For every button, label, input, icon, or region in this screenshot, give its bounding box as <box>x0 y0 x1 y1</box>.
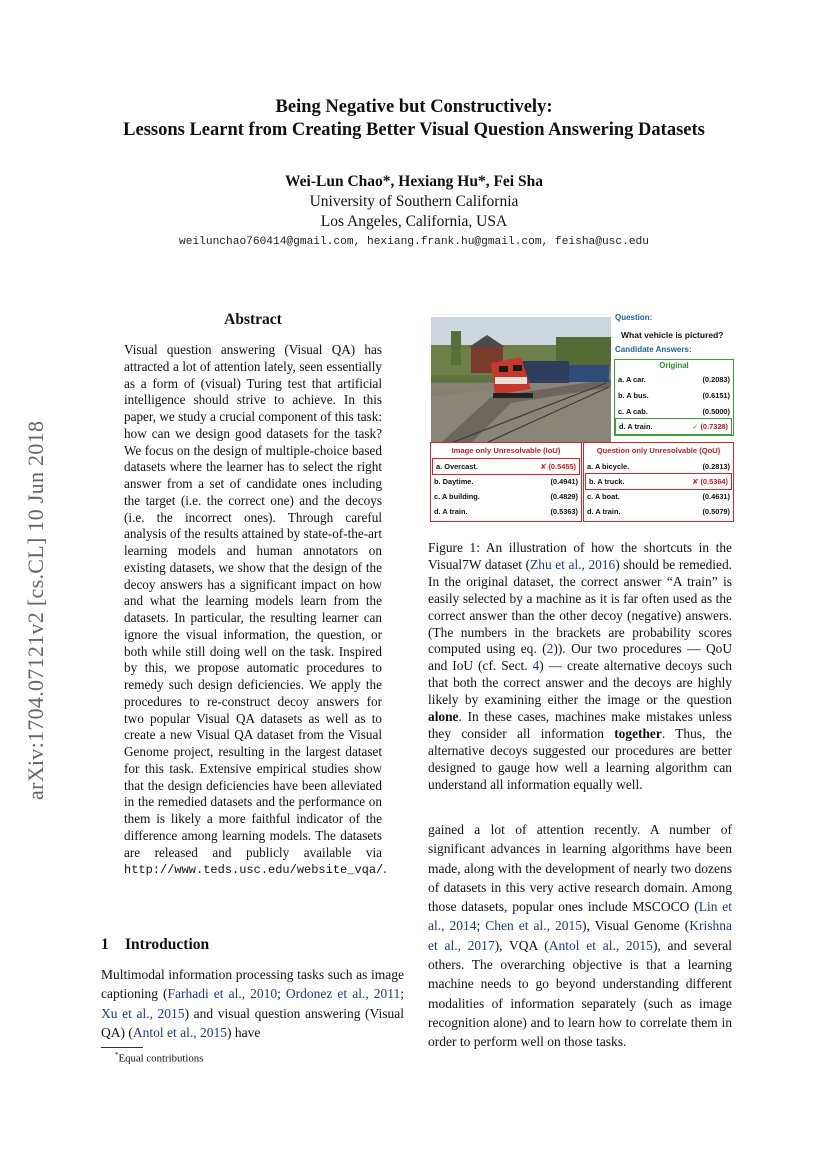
original-option-d <box>615 418 732 435</box>
section-title: Introduction <box>125 936 210 953</box>
iou-title: Image only Unresolvable (IoU) <box>451 446 561 455</box>
iou-option-b <box>431 474 581 489</box>
question-text: What vehicle is pictured? <box>621 330 724 340</box>
qou-option-b <box>585 473 732 490</box>
caption-text: ) — create alternative decoys such that both the correct answer and the decoys are highly likely by examining either the image or the question <box>428 658 732 708</box>
body-text: ), Visual Genome ( <box>581 918 690 934</box>
original-title: Original <box>659 361 689 370</box>
intro-text: Multimodal information processing tasks such as image captioning ( <box>101 967 404 1002</box>
option-label: a. Overcast. <box>436 462 478 471</box>
affiliation-line2: Los Angeles, California, USA <box>320 213 508 230</box>
qou-option-c <box>584 489 733 504</box>
intro-text: ) have <box>227 1024 261 1040</box>
option-score: (0.4941) <box>550 477 578 486</box>
citation-link[interactable]: Zhu et al., 2016 <box>530 556 616 572</box>
option-score: (0.4829) <box>550 492 578 501</box>
option-label: c. A boat. <box>587 492 620 501</box>
option-score: (0.4631) <box>702 492 730 501</box>
qou-option-a <box>584 459 733 474</box>
question-label: Question: <box>615 313 653 322</box>
footnote-text: Equal contributions <box>118 1052 204 1065</box>
train-photo <box>431 317 611 443</box>
option-score: (0.7328) <box>700 422 728 431</box>
equation-link[interactable]: 2 <box>546 641 554 657</box>
section-number: 1 <box>101 936 109 953</box>
intro-text: ) and visual question answering (Visual QA) ( <box>101 1005 404 1040</box>
iou-option-d <box>431 504 581 519</box>
original-answers-box <box>614 359 734 436</box>
option-score: (0.5079) <box>702 507 730 516</box>
iou-option-c <box>431 489 581 504</box>
abstract-body: Visual question answering (Visual QA) has attracted a lot of attention lately, seen essentially as a form of (visual) Turing test that artificial intelligence should strive to achieve. In this paper, we study a crucial component of this task: how can we design good datasets for the task? We focus on the design of multiple-choice based datasets where the learner has to select the right answer from a set of candidate ones including the target (i.e. the correct one) and the decoys (i.e. the incorrect ones). Through careful analysis of the results attained by state-of-the-art learning models and human annotators on existing datasets, we show that the design of the decoy answers has a significant impact on how and what the learning models learn from the datasets. In particular, the resulting learner can ignore the visual information, the question, or both while still doing well on the task. Inspired by this, we propose automatic procedures to remedy such design deficiencies. We apply the procedures to re-construct decoy answers for two popular Visual QA datasets as well as to create a new Visual QA dataset from the Visual Genome project, resulting in the largest dataset for this task. Extensive empirical studies show that the design deficiencies have been alleviated in the remedied datasets and the performance on them is likely a more faithful indicator of the difference among learning models. The datasets are released and publicly available via <box>124 342 382 860</box>
citation-link[interactable]: Farhadi et al., 2010 <box>167 986 278 1002</box>
caption-text: Figure 1: An illustration of how the shortcuts in the Visual7W dataset ( <box>428 540 732 572</box>
figure-1 <box>428 310 734 522</box>
figure-1-caption <box>428 540 732 794</box>
option-score: (0.2813) <box>702 462 730 471</box>
option-label: b. Daytime. <box>434 477 474 486</box>
qou-answers-box <box>583 442 734 522</box>
caption-text: . Thus, the alternative decoys suggested our procedures are better designed to gauge how well a learning algorithm can understand all information equally well. <box>428 725 732 792</box>
option-score: (0.6151) <box>702 391 730 400</box>
caption-text: ) should be remedied. In the original dataset, the correct answer “A train” is easily selected by a machine as it is far often used as the correct answer than the other decoy (negative) answers. (The numbers in the brackets are probability scores computed using eq. ( <box>428 556 732 657</box>
footnote: *Equal contributions <box>115 1051 204 1065</box>
arxiv-stamp: arXiv:1704.07121v2 [cs.CL] 10 Jun 2018 <box>23 420 48 800</box>
body-text: ), VQA ( <box>494 937 549 953</box>
option-label: d. A train. <box>434 507 468 516</box>
section-link[interactable]: 4 <box>532 658 540 674</box>
candidate-answers-label: Candidate Answers: <box>615 345 692 354</box>
option-score: (0.2083) <box>702 375 730 384</box>
affiliation-line1: University of Southern California <box>309 193 519 210</box>
authors: Wei-Lun Chao*, Hexiang Hu*, Fei Sha <box>285 173 543 190</box>
citation-link[interactable]: Xu et al., 2015 <box>101 1005 185 1021</box>
original-option-c <box>615 404 733 419</box>
paper-title-line2: Lessons Learnt from Creating Better Visual Question Answering Datasets <box>123 120 705 140</box>
citation-link[interactable]: Antol et al., 2015 <box>548 937 653 953</box>
citation-link[interactable]: Krishna et al., 2017 <box>428 918 732 953</box>
body-sep: ; <box>476 918 486 934</box>
iou-answers-box <box>430 442 582 522</box>
option-label: a. A bicycle. <box>587 462 630 471</box>
citation-link[interactable]: Chen et al., 2015 <box>485 918 582 934</box>
option-label: c. A cab. <box>618 407 648 416</box>
abstract-end: . <box>383 861 387 877</box>
cross-icon: ✘ <box>692 477 699 486</box>
intro-continuation <box>428 820 732 1052</box>
section-heading-introduction <box>101 936 209 954</box>
citation-link[interactable]: Lin et al., 2014 <box>428 899 733 934</box>
abstract-text <box>124 342 387 879</box>
option-score: (0.5000) <box>702 407 730 416</box>
option-score: (0.5364) <box>700 477 728 486</box>
qou-title: Question only Unresolvable (QoU) <box>596 446 721 455</box>
caption-emphasis: alone <box>428 709 459 725</box>
caption-text: . In these cases, machines make mistakes unless they consider all information <box>428 709 732 741</box>
option-score: (0.5455) <box>548 462 576 471</box>
paper-title-line1: Being Negative but Constructively: <box>275 97 553 117</box>
citation-link[interactable]: Ordonez et al., 2011 <box>285 986 401 1002</box>
body-text: ), and several others. The overarching objective is that a learning machine needs to go beyond understanding different modalities of information separately (such as image recognition alone) and to learn how to correlate them in order to perform well on those tasks. <box>428 937 732 1050</box>
iou-option-a <box>432 458 580 475</box>
intro-paragraph <box>101 965 404 1042</box>
cross-icon: ✘ <box>540 462 547 471</box>
check-icon: ✓ <box>692 422 699 431</box>
option-label: d. A train. <box>587 507 621 516</box>
footnote-rule <box>101 1047 143 1048</box>
original-option-a <box>615 372 733 387</box>
option-label: a. A car. <box>618 375 646 384</box>
caption-text: )). Our two procedures — QoU and IoU (cf. Sect. <box>428 641 732 674</box>
abstract-heading: Abstract <box>224 311 282 328</box>
option-score: (0.5363) <box>550 507 578 516</box>
author-emails: weilunchao760414@gmail.com, hexiang.frank.hu@gmail.com, feisha@usc.edu <box>179 236 649 248</box>
option-label: d. A train. <box>619 422 653 431</box>
option-label: b. A bus. <box>618 391 649 400</box>
original-option-b <box>615 388 733 403</box>
body-text: gained a lot of attention recently. A number of significant advances in learning algorithms have been made, along with the development of nearly two dozens of datasets in this very active research domain. Among those datasets, popular ones include MSCOCO ( <box>428 822 732 915</box>
option-label: b. A truck. <box>589 477 625 486</box>
qou-option-d <box>584 504 733 519</box>
intro-sep: ; <box>400 986 405 1002</box>
caption-emphasis: together <box>614 725 662 741</box>
dataset-url[interactable]: http://www.teds.usc.edu/website_vqa/ <box>124 863 384 878</box>
intro-sep: ; <box>277 986 286 1002</box>
citation-link[interactable]: Antol et al., 2015 <box>132 1024 227 1040</box>
train-photo-illustration <box>431 317 611 443</box>
option-label: c. A building. <box>434 492 480 501</box>
